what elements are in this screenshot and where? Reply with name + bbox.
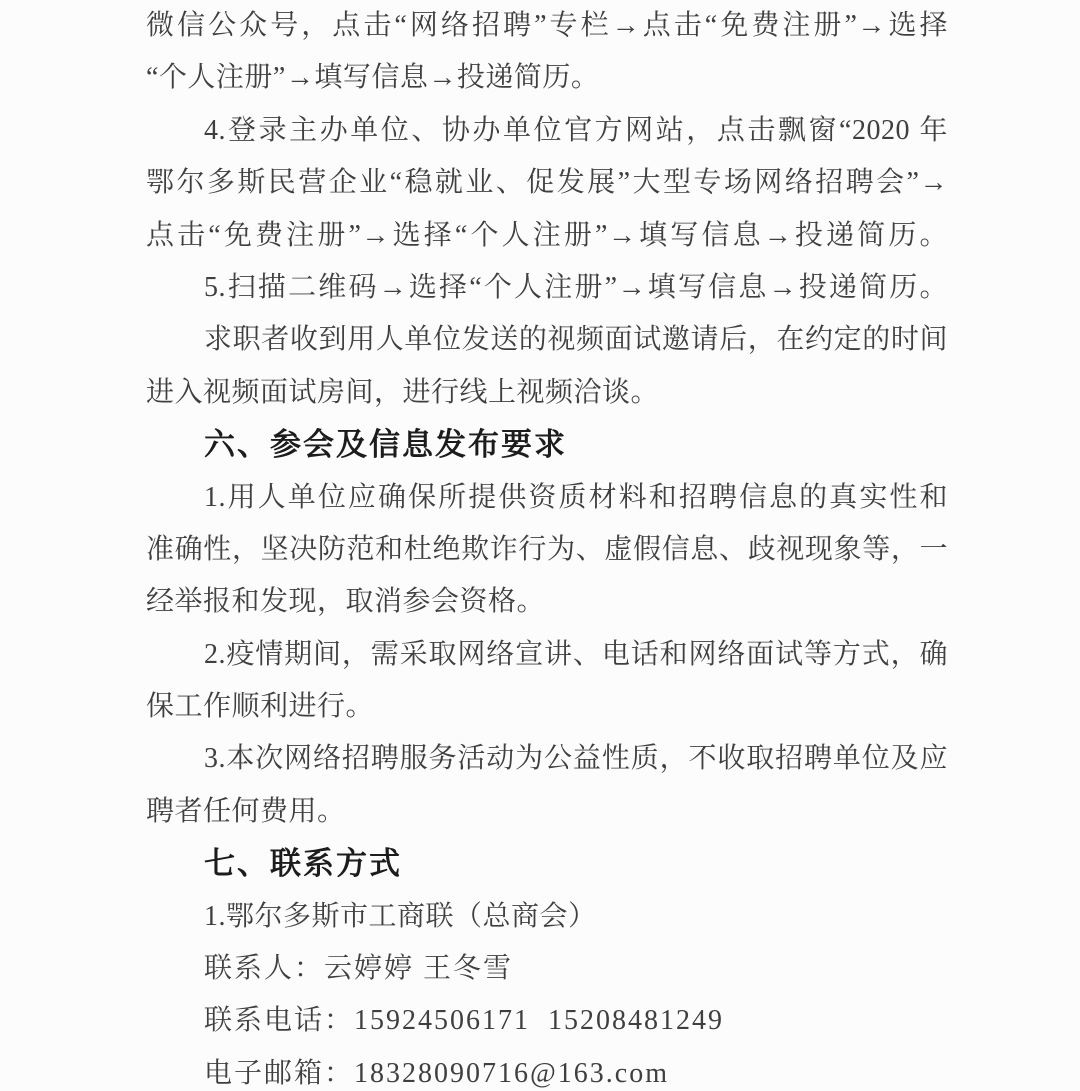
doc-line: 2.疫情期间，需采取网络宣讲、电话和网络面试等方式，确 (204, 638, 948, 670)
section-heading-seven: 七、联系方式 (204, 846, 402, 882)
contact-phone-line: 联系电话：15924506171 15208481249 (204, 1005, 725, 1037)
contact-org-line: 1.鄂尔多斯市工商联（总商会） (204, 900, 597, 932)
doc-line: “个人注册”→填写信息→投递简历。 (146, 62, 600, 94)
section-heading-six: 六、参会及信息发布要求 (204, 427, 567, 463)
contact-person-line: 联系人：云婷婷 王冬雪 (204, 953, 514, 985)
doc-line: 4.登录主办单位、协办单位官方网站，点击飘窗“2020 年 (204, 114, 948, 146)
doc-line: 1.用人单位应确保所提供资质材料和招聘信息的真实性和 (204, 481, 948, 513)
doc-line: 经举报和发现，取消参会资格。 (146, 586, 546, 618)
contact-email-line: 电子邮箱：18328090716@163.com (204, 1057, 669, 1089)
doc-line: 点击“免费注册”→选择“个人注册”→填写信息→投递简历。 (146, 219, 948, 251)
doc-line: 微信公众号，点击“网络招聘”专栏→点击“免费注册”→选择 (146, 10, 948, 41)
doc-line: 5.扫描二维码→选择“个人注册”→填写信息→投递简历。 (204, 271, 948, 303)
doc-line: 聘者任何费用。 (146, 795, 346, 827)
document-body (146, 0, 948, 1091)
doc-line: 进入视频面试房间，进行线上视频洽谈。 (146, 376, 660, 408)
doc-line: 3.本次网络招聘服务活动为公益性质，不收取招聘单位及应 (204, 743, 948, 775)
doc-line: 鄂尔多斯民营企业“稳就业、促发展”大型专场网络招聘会”→ (146, 167, 948, 199)
doc-line: 准确性，坚决防范和杜绝欺诈行为、虚假信息、歧视现象等，一 (146, 533, 948, 565)
doc-line: 求职者收到用人单位发送的视频面试邀请后，在约定的时间 (204, 324, 948, 356)
doc-line: 保工作顺利进行。 (146, 691, 375, 723)
